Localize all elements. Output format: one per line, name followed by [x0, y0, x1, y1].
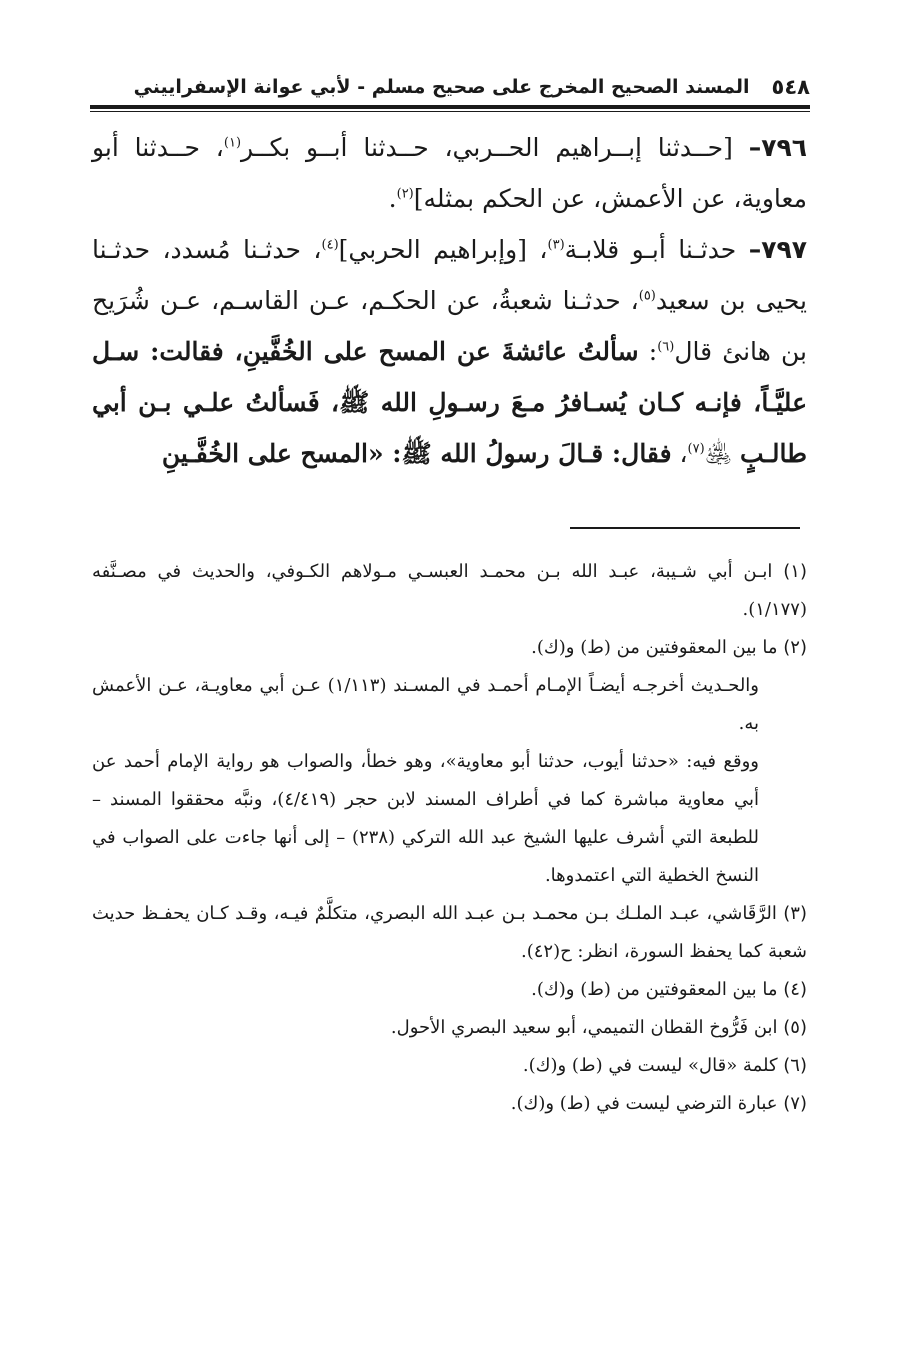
footnote-6 — [92, 1047, 807, 1085]
footnote-4 — [92, 971, 807, 1009]
footnote-text: والحـديث أخرجـه أيضـاً الإمـام أحمـد في المسـند (١/١١٣) عـن أبي معاويـة، عـن الأعمش به. — [92, 675, 760, 734]
page-number: ٥٤٨ — [771, 75, 810, 99]
footnote-ref[interactable]: (٧) — [687, 441, 705, 457]
footnote-label: (١) — [783, 561, 807, 582]
hadith-text: [حــدثنا إبــراهيم الحــربي، حــدثنا أبــو بكــر — [241, 133, 749, 162]
hadith-matn-bold: سألتُ عائشةَ عن المسح على الخُفَّينِ، فقالت: سـل عليَّـاً، فإنـه كـان يُسـافرُ مـعَ رسـولِ الله ﷺ، فَسألتُ علـي بـن أبي طالـبٍ — [92, 337, 807, 468]
footnote-text: كلمة «قال» ليست في (ط) و(ك). — [522, 1055, 778, 1076]
hadith-matn-bold: فقال: قـالَ رسولُ الله ﷺ: «المسح على الخُفَّـينِ — [161, 439, 672, 468]
hadith-text: : — [638, 337, 658, 366]
footnote-ref[interactable]: (٤) — [321, 237, 339, 253]
footnote-ref[interactable]: (٥) — [638, 288, 656, 304]
hadith-text: ، — [671, 439, 688, 468]
footnote-ref[interactable]: (٣) — [547, 237, 565, 253]
footnote-label: (٢) — [783, 637, 807, 658]
hadith-text: حدثـنا أبـو قلابـة — [564, 235, 749, 264]
running-title: المسند الصحيح المخرج على صحيح مسلم - لأبي عوانة الإسفراييني — [133, 76, 750, 98]
hadith-text: ، حــدثنا أبو معاوية، عن الأعمش، عن الحكم بمثله] — [92, 133, 807, 213]
footnote-text: ابن فَرُّوخ القطان التميمي، أبو سعيد البصري الأحول. — [390, 1017, 778, 1038]
footnote-text: عبارة الترضي ليست في (ط) و(ك). — [510, 1093, 778, 1114]
hadith-796 — [92, 122, 807, 224]
footnote-ref[interactable]: (٦) — [657, 339, 675, 355]
footnote-text: ما بين المعقوفتين من (ط) و(ك). — [531, 637, 778, 658]
main-text — [92, 122, 807, 479]
footnote-5 — [92, 1009, 807, 1047]
footnote-1 — [92, 553, 807, 629]
footnote-2 — [92, 629, 807, 667]
footnote-text: ووقع فيه: «حدثنا أيوب، حدثنا أبو معاوية»، وهو خطأ، والصواب هو رواية الإمام أحمد عن أبي معاوية مباشرة كما في أطراف المسند لابن حجر (٤/٤١٩)، ونبَّه محققوا المسند – للطبعة التي أشرف عليها الشيخ عبد الله التركي (٢٣٨) – إلى أنها جاءت على الصواب في النسخ الخطية التي اعتمدوها. — [92, 751, 759, 886]
hadith-text: ، حدثـنا مُسدد، حدثـنا يحيى بن سعيد — [92, 235, 807, 315]
header-rule — [90, 105, 810, 109]
footnote-label: (٧) — [783, 1093, 807, 1114]
footnote-3 — [92, 895, 807, 971]
footnote-label: (٥) — [783, 1017, 807, 1038]
footnote-7 — [92, 1085, 807, 1123]
hadith-text: ، [وإبراهيم الحربي] — [338, 235, 548, 264]
footnote-2-continuation — [92, 667, 807, 743]
honorific: ﵁ — [704, 439, 740, 468]
footnote-separator — [570, 527, 800, 529]
hadith-797 — [92, 224, 807, 479]
footnote-ref[interactable]: (١) — [223, 135, 242, 151]
footnote-label: (٤) — [783, 979, 807, 1000]
running-header — [90, 72, 810, 102]
header-rule-thin — [90, 111, 810, 112]
footnote-label: (٦) — [783, 1055, 807, 1076]
hadith-text: ، حدثـنا شعبةُ، عن الحكـم، عـن القاسـم، عـن شُرَيح بن هانئ قال — [92, 286, 808, 366]
footnote-text: ما بين المعقوفتين من (ط) و(ك). — [531, 979, 778, 1000]
hadith-number: ٧٩٧– — [748, 235, 808, 264]
hadith-text: . — [388, 184, 397, 213]
footnote-ref[interactable]: (٢) — [396, 186, 414, 202]
footnotes — [92, 553, 807, 1123]
hadith-number: ٧٩٦– — [748, 133, 807, 162]
footnote-text: الرَّقَاشي، عبـد الملـك بـن محمـد بـن عبـد الله البصري، متكلَّمٌ فيـه، وقـد كـان يحفـظ حديث شعبة كما يحفظ السورة، انظر: ح(٤٢). — [92, 903, 807, 962]
footnote-text: ابـن أبي شـيبة، عبـد الله بـن محمـد العبسـي مـولاهم الكـوفي، والحديث في مصـنَّفه (١/١٧٧). — [92, 561, 807, 620]
footnote-label: (٣) — [783, 903, 807, 924]
footnote-2-continuation — [92, 743, 807, 895]
